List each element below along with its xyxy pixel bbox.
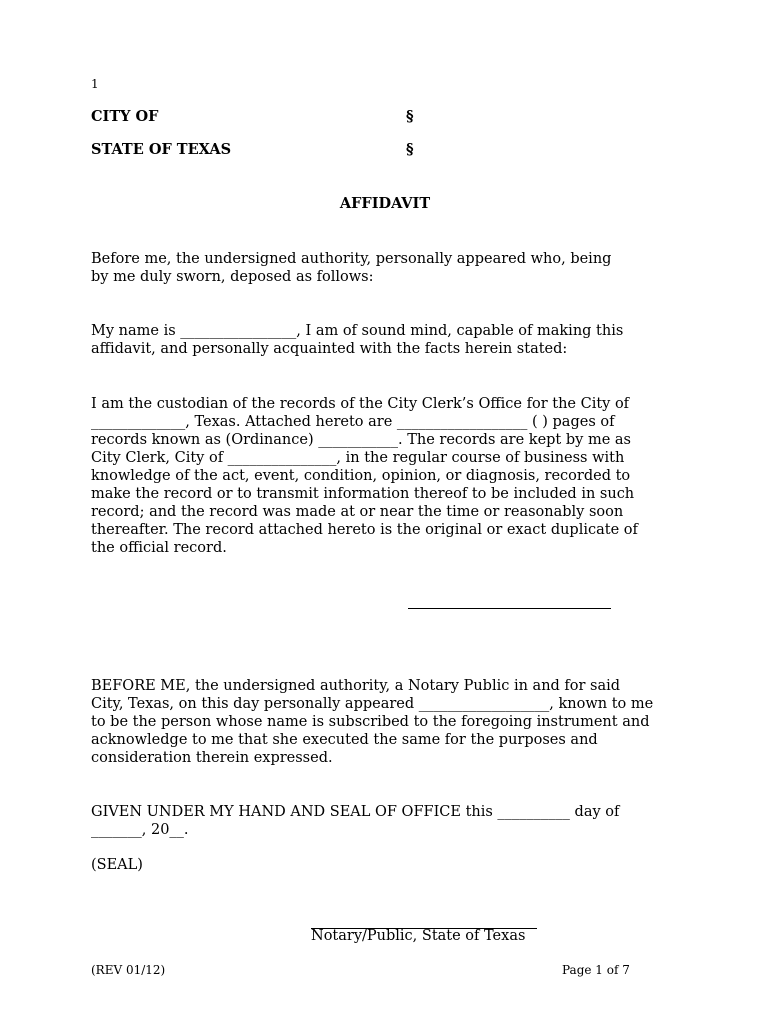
- given-under-hand-paragraph: GIVEN UNDER MY HAND AND SEAL OF OFFICE this __________ day of _______, 20__.: [91, 804, 620, 838]
- section-mark-1: §: [406, 108, 414, 125]
- intro-paragraph: Before me, the undersigned authority, personally appeared who, being by me duly sworn, deposed as follows:: [91, 251, 612, 285]
- seal-label: (SEAL): [91, 857, 143, 873]
- revision-label: (REV 01/12): [91, 963, 166, 977]
- notary-signature-label: Notary/Public, State of Texas: [311, 928, 526, 944]
- name-paragraph: My name is ________________, I am of sound mind, capable of making this affidavit, and personally acquainted with the facts herein stated:: [91, 323, 624, 357]
- line-number: 1: [91, 77, 99, 91]
- caption-city: CITY OF: [91, 108, 159, 125]
- page-number: Page 1 of 7: [562, 963, 630, 977]
- affiant-signature-line: [408, 608, 611, 609]
- caption-state: STATE OF TEXAS: [91, 141, 232, 158]
- section-mark-2: §: [406, 141, 414, 158]
- document-title: AFFIDAVIT: [339, 195, 431, 212]
- custodian-paragraph: I am the custodian of the records of the City Clerk’s Office for the City of _____________, Texas. Attached hereto are __________________ ( ) pages of records known as (Ordinance) ___________. The records are kept by me as City Clerk, City of _______________, in the regular course of business with knowledge of the act, event, condition, opinion, or diagnosis, recorded to make the record or to transmit information thereof to be included in such record; and the record was made at or near the time or reasonably soon thereafter. The record attached hereto is the original or exact duplicate of the official record.: [91, 396, 638, 556]
- notary-acknowledgment-paragraph: BEFORE ME, the undersigned authority, a Notary Public in and for said City, Texas, on this day personally appeared __________________, known to me to be the person whose name is subscribed to the foregoing instrument and acknowledge to me that she executed the same for the purposes and consideration therein expressed.: [91, 678, 654, 766]
